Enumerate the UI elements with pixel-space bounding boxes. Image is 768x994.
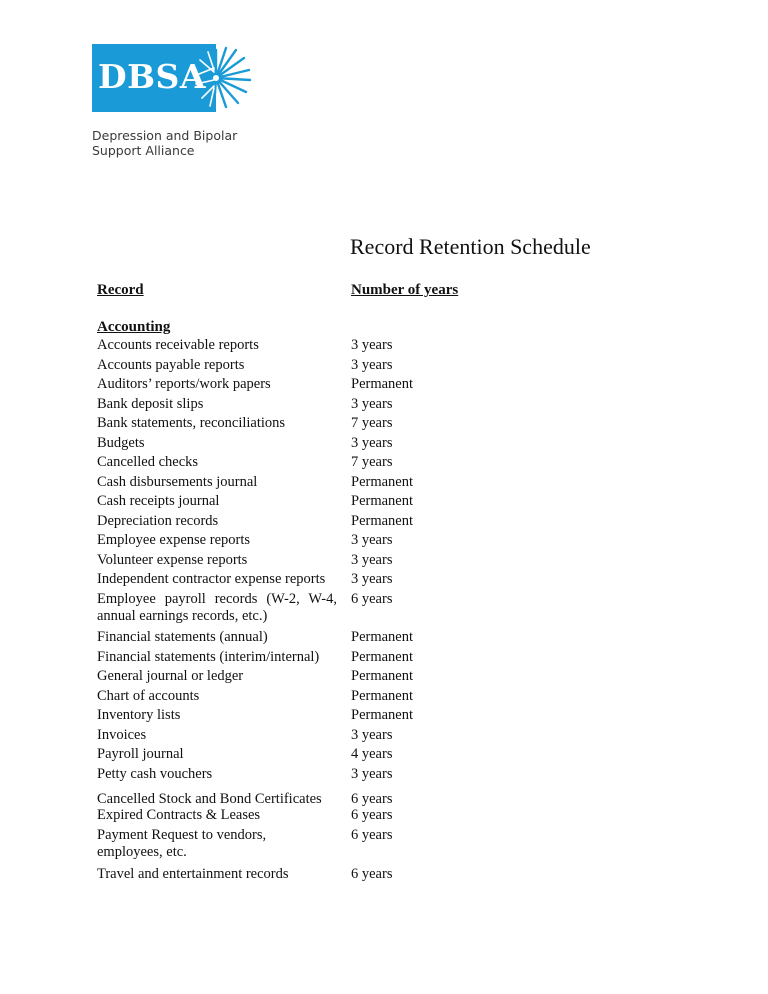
record-name: Inventory lists (97, 707, 181, 723)
retention-period: 6 years (351, 827, 393, 843)
retention-period: Permanent (351, 688, 414, 704)
retention-period: Permanent (351, 707, 414, 723)
org-name-line-2: Support Alliance (92, 143, 195, 158)
record-name: Bank deposit slips (97, 396, 204, 412)
retention-period: 7 years (351, 454, 393, 470)
organization-name (92, 128, 237, 158)
retention-period: Permanent (351, 629, 414, 645)
record-name: Financial statements (annual) (97, 629, 268, 645)
column-header-record: Record (97, 282, 144, 298)
record-name: Petty cash vouchers (97, 766, 213, 782)
retention-period: 4 years (351, 746, 393, 762)
record-name: Volunteer expense reports (97, 552, 248, 568)
retention-period: 3 years (351, 552, 393, 568)
record-name: General journal or ledger (97, 668, 244, 684)
record-name: Cash receipts journal (97, 493, 220, 509)
page-title: Record Retention Schedule (350, 234, 591, 259)
retention-period: 3 years (351, 571, 393, 587)
record-name: Employee payroll records (W-2, W-4, annual earnings records, etc.) (97, 591, 337, 624)
retention-period: 7 years (351, 415, 393, 431)
record-name: Financial statements (interim/internal) (97, 649, 320, 665)
record-name: Payroll journal (97, 746, 184, 762)
org-name-line-1: Depression and Bipolar (92, 128, 238, 143)
retention-period: Permanent (351, 376, 414, 392)
record-name: Auditors’ reports/work papers (97, 376, 271, 392)
retention-period: 6 years (351, 866, 393, 882)
record-name: Chart of accounts (97, 688, 200, 704)
retention-period: Permanent (351, 474, 414, 490)
retention-period: 6 years (351, 791, 393, 807)
record-name: Cancelled checks (97, 454, 199, 470)
section-heading-accounting: Accounting (97, 319, 171, 335)
record-name: Accounts receivable reports (97, 337, 259, 353)
record-name: Expired Contracts & Leases (97, 807, 261, 823)
retention-period: 3 years (351, 727, 393, 743)
retention-period: 6 years (351, 591, 393, 607)
record-name: Employee expense reports (97, 532, 251, 548)
retention-period: 3 years (351, 357, 393, 373)
retention-period: Permanent (351, 649, 414, 665)
retention-period: 3 years (351, 396, 393, 412)
record-name: Accounts payable reports (97, 357, 245, 373)
retention-period: 3 years (351, 766, 393, 782)
retention-period: 3 years (351, 337, 393, 353)
starburst-icon (192, 46, 252, 110)
record-name: Cash disbursements journal (97, 474, 258, 490)
column-header-years: Number of years (351, 282, 459, 298)
retention-period: 3 years (351, 532, 393, 548)
record-name: Bank statements, reconciliations (97, 415, 286, 431)
record-name: Budgets (97, 435, 145, 451)
record-name: Depreciation records (97, 513, 219, 529)
record-name: Invoices (97, 727, 147, 743)
record-name: Payment Request to vendors, employees, etc. (97, 827, 267, 860)
retention-period: 3 years (351, 435, 393, 451)
retention-period: 6 years (351, 807, 393, 823)
record-name: Cancelled Stock and Bond Certificates (97, 791, 322, 807)
record-name: Independent contractor expense reports (97, 571, 326, 587)
record-name: Travel and entertainment records (97, 866, 289, 882)
dbsa-logo (92, 44, 252, 116)
logo-abbr: DBSA (98, 57, 206, 96)
retention-period: Permanent (351, 493, 414, 509)
retention-period: Permanent (351, 668, 414, 684)
retention-period: Permanent (351, 513, 414, 529)
